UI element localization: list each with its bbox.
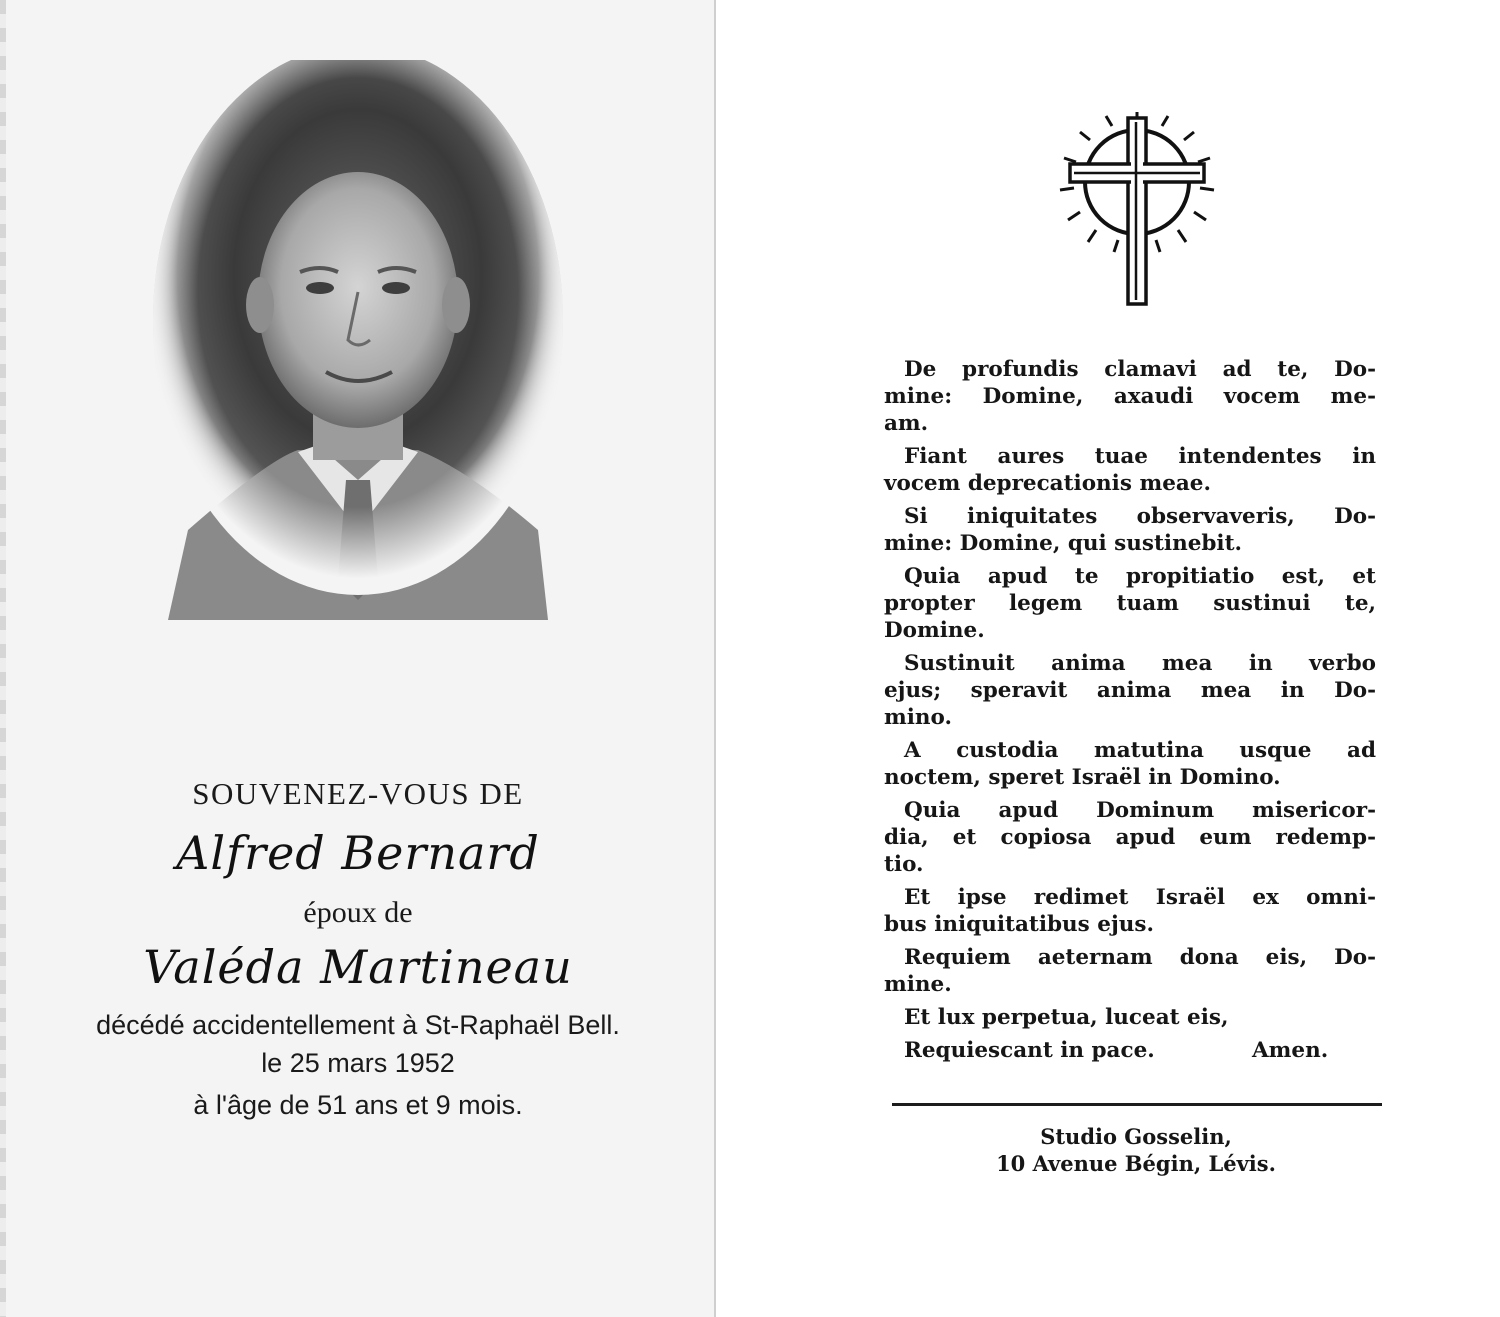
- prayer-line: A custodia matutina usque ad: [904, 738, 1376, 763]
- prayer-line: mino.: [884, 705, 952, 730]
- prayer-verse: [884, 563, 1376, 644]
- prayer-line: Quia apud Dominum misericor-: [904, 798, 1376, 823]
- cross-icon: [1052, 112, 1222, 308]
- prayer-line: propter legem tuam sustinui te,: [884, 591, 1376, 616]
- prayer-line: tio.: [884, 852, 924, 877]
- spouse-name: Valéda Martineau: [143, 940, 573, 994]
- prayer-line: mine.: [884, 972, 952, 997]
- divider-line: [892, 1103, 1382, 1106]
- memorial-card-back: [716, 0, 1500, 1317]
- prayer-line: Quia apud te propitiatio est, et: [904, 564, 1376, 589]
- prayer-verse: [884, 650, 1376, 731]
- death-circumstance: décédé accidentellement à St-Raphaël Bell.: [96, 1010, 620, 1040]
- prayer-line: mine: Domine, axaudi vocem me-: [884, 384, 1376, 409]
- amen-text: Amen.: [1252, 1038, 1329, 1063]
- prayer-verse: [884, 356, 1376, 437]
- relation-label: époux de: [303, 896, 413, 929]
- prayer-line: Si iniquitates observaveris, Do-: [904, 504, 1376, 529]
- radiant-cross-icon: [1052, 112, 1222, 308]
- prayer-line: Sustinuit anima mea in verbo: [904, 651, 1376, 676]
- age-at-death: à l'âge de 51 ans et 9 mois.: [193, 1090, 523, 1120]
- prayer-line: De profundis clamavi ad te, Do-: [904, 357, 1376, 382]
- prayer-line: Et ipse redimet Israël ex omni-: [904, 885, 1376, 910]
- death-date: le 25 mars 1952: [261, 1048, 455, 1078]
- prayer-line: ejus; speravit anima mea in Do-: [884, 678, 1376, 703]
- prayer-verse: [884, 443, 1376, 497]
- prayer-verse: [884, 1004, 1376, 1031]
- prayer-line: Fiant aures tuae intendentes in: [904, 444, 1376, 469]
- studio-address: 10 Avenue Bégin, Lévis.: [996, 1151, 1276, 1176]
- prayer-line: dia, et copiosa apud eum redemp-: [884, 825, 1376, 850]
- prayer-line: Requiescant in pace.: [904, 1038, 1155, 1063]
- prayer-line: mine: Domine, qui sustinebit.: [884, 531, 1243, 556]
- prayer-verse: [884, 944, 1376, 998]
- prayer-verse: [884, 797, 1376, 878]
- prayer-verse: [884, 884, 1376, 938]
- portrait-photo: [148, 60, 568, 620]
- portrait-illustration: [148, 60, 568, 620]
- prayer-verse: [884, 737, 1376, 791]
- prayer-line: bus iniquitatibus ejus.: [884, 912, 1154, 937]
- de-profundis-prayer: [884, 356, 1376, 1070]
- prayer-line: am.: [884, 411, 929, 436]
- prayer-line: Et lux perpetua, luceat eis,: [904, 1005, 1229, 1030]
- prayer-line: Requiem aeternam dona eis, Do-: [904, 945, 1376, 970]
- heading-souvenez: SOUVENEZ-VOUS DE: [192, 776, 524, 811]
- prayer-line: Domine.: [884, 618, 985, 643]
- prayer-verse: [884, 503, 1376, 557]
- prayer-line: noctem, speret Israël in Domino.: [884, 765, 1281, 790]
- studio-name: Studio Gosselin,: [1040, 1124, 1232, 1149]
- deceased-name: Alfred Bernard: [176, 826, 540, 880]
- prayer-line: vocem deprecationis meae.: [884, 471, 1211, 496]
- memorial-card-front: [0, 0, 716, 1317]
